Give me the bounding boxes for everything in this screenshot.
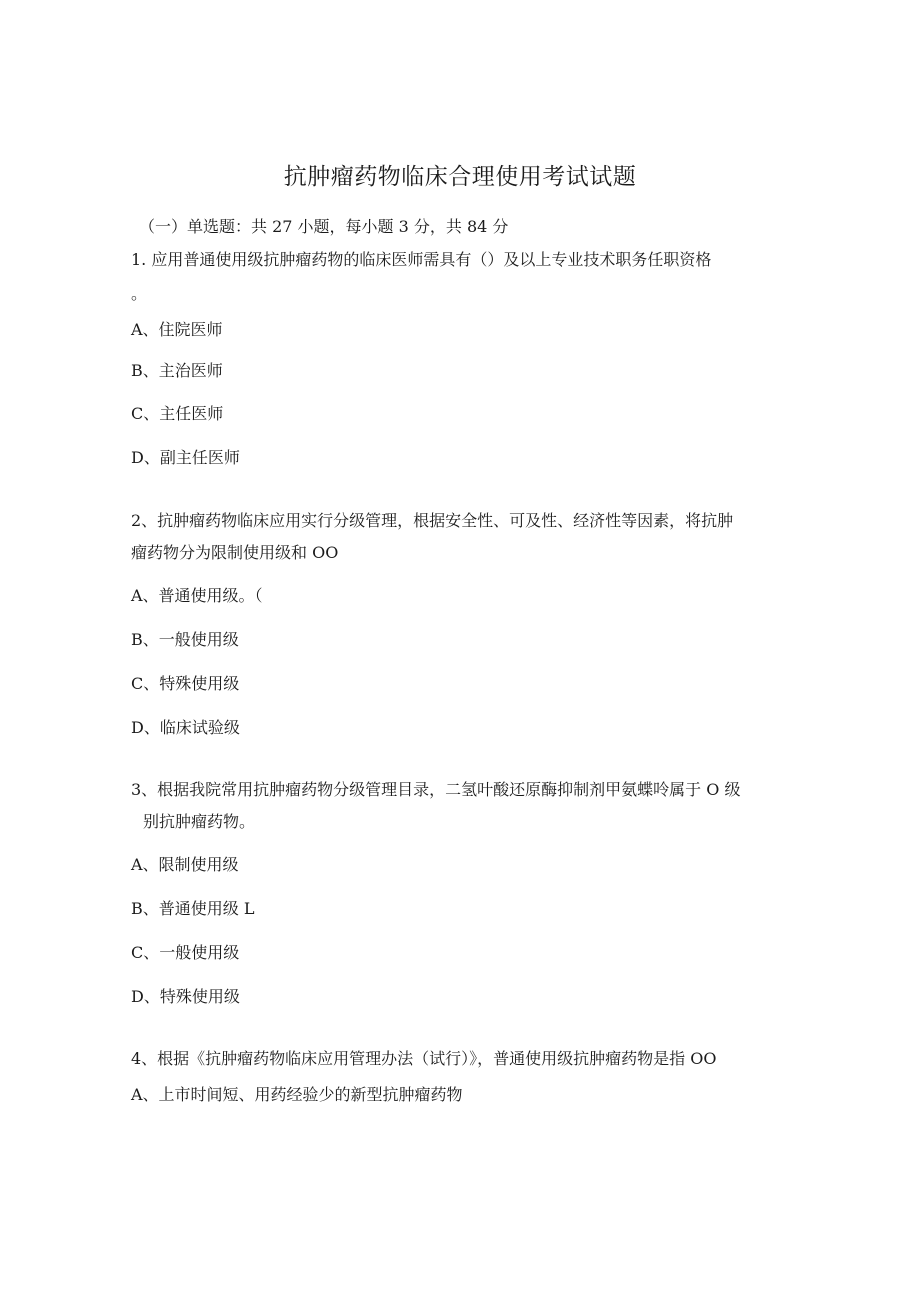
question-2-stem-line-1: 2、抗肿瘤药物临床应用实行分级管理，根据安全性、可及性、经济性等因素，将抗肿: [131, 511, 734, 530]
document-title: 抗肿瘤药物临床合理使用考试试题: [283, 164, 637, 190]
question-3-option-b: B、普通使用级 L: [131, 899, 255, 918]
question-2-option-a: A、普通使用级。（: [131, 586, 263, 605]
question-1-option-d: D、副主任医师: [131, 448, 240, 467]
question-1-stem-line-2: 。: [131, 284, 148, 303]
question-2-option-c: C、特殊使用级: [131, 674, 240, 693]
question-3-option-c: C、一般使用级: [131, 943, 240, 962]
question-1-option-c: C、主任医师: [131, 404, 224, 423]
question-3-stem-line-2: 别抗肿瘤药物。: [143, 812, 256, 831]
question-1-stem-line-1: 1. 应用普通使用级抗肿瘤药物的临床医师需具有（）及以上专业技术职务任职资格: [131, 250, 712, 269]
question-1-option-a: A、住院医师: [131, 320, 223, 339]
question-2-option-d: D、临床试验级: [131, 718, 240, 737]
question-3-option-d: D、特殊使用级: [131, 987, 240, 1006]
question-2-stem-line-2: 瘤药物分为限制使用级和 OO: [131, 543, 339, 562]
question-1-option-b: B、主治医师: [131, 361, 223, 380]
section-heading: （一）单选题：共 27 小题，每小题 3 分，共 84 分: [139, 217, 509, 236]
question-3-option-a: A、限制使用级: [131, 855, 239, 874]
question-4-stem-line-1: 4、根据《抗肿瘤药物临床应用管理办法（试行）》，普通使用级抗肿瘤药物是指 OO: [131, 1049, 717, 1068]
question-2-option-b: B、一般使用级: [131, 630, 239, 649]
question-4-option-a: A、上市时间短、用药经验少的新型抗肿瘤药物: [131, 1085, 463, 1104]
question-3-stem-line-1: 3、根据我院常用抗肿瘤药物分级管理目录，二氢叶酸还原酶抑制剂甲氨蝶呤属于 O 级: [131, 780, 741, 799]
